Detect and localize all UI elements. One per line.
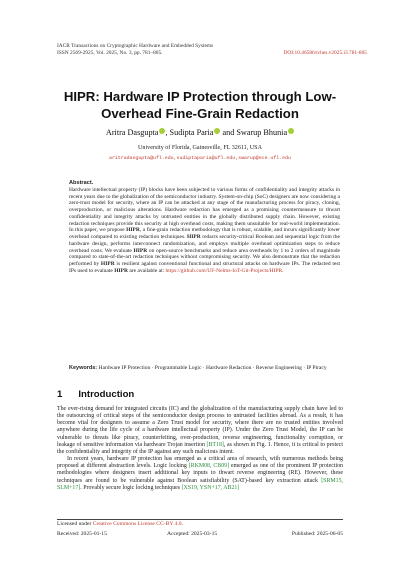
publication-dates <box>57 531 343 537</box>
method-name: HIPR <box>126 227 140 234</box>
author-list: Aritra Dasgupta , Sudipta Paria and Swarup Bhunia <box>57 128 343 137</box>
abstract-label: Abstract. <box>69 180 94 186</box>
accepted-date: Accepted: 2025-03-15 <box>167 531 218 537</box>
method-name: HIPR <box>133 247 148 254</box>
published-date: Published: 2025-06-05 <box>291 531 343 537</box>
journal-name: IACR Transactions on Cryptographic Hardware and Embedded Systems <box>57 43 214 49</box>
license-line: Licensed under Creative Commons License CC-BY 4.0. <box>57 521 183 527</box>
journal-header <box>57 43 367 56</box>
author-emails[interactable]: aritradasgupta@ufl.edu,sudiptaparia@ufl.edu,swarup@ece.ufl.edu <box>109 156 291 161</box>
paragraph: In recent years, hardware IP protection has emerged as a critical area of research, with numerous methods being proposed at different abstraction levels. Logic locking [RKM08, CB09] emerged as one of the prominent IP protection methodologies where designers insert additional key inputs to thwart reverse engineering (RE). However, these techniques are found to be vulnerable against Boolean satisfiability (SAT)-based key extraction attack [SRM15, SLM+17]. Provably secure logic locking techniques [XS19, YSN+17, AB21] <box>57 456 343 491</box>
received-date: Received: 2025-01-15 <box>57 531 107 537</box>
method-name: HIPR <box>100 261 115 267</box>
section-heading <box>57 389 134 400</box>
method-name: HIPR <box>114 267 128 274</box>
section-number: 1 <box>57 389 63 400</box>
license-link[interactable]: Creative Commons License CC-BY 4.0 <box>92 521 182 527</box>
section-title: Introduction <box>78 389 135 400</box>
citation-link[interactable]: [BT18] <box>206 441 224 448</box>
paragraph: The ever-rising demand for integrated circuits (IC) and the globalization of the manufacturing supply chain have led to the outsourcing of critical steps of the semiconductor design process to untrusted facilities abroad. As a result, it has become vital for designers to assume a Zero Trust model for security, where there are no trusted entities involved anywhere during the life cycle of a hardware intellectual property (IP). Under the Zero Trust Model, the IP can be vulnerable to threats like piracy, counterfeiting, over-production, reverse engineering, functionality corruption, or leakage of sensitive information via hardware Trojan insertion [BT18], as shown in Fig. 1. Hence, it is critical to protect the confidentiality and integrity of the IP against any such malicious intent. <box>57 406 343 455</box>
author-name: Swarup Bhunia <box>236 128 288 137</box>
author-name: Sudipta Paria <box>169 128 214 137</box>
citation-link[interactable]: [RKM08, CB09] <box>188 463 230 470</box>
citation-link[interactable]: [SRM15, SLM+17] <box>57 477 343 491</box>
github-link[interactable]: https://github.com/UF-Nelms-IoT-Git-Projects/HIPR <box>165 267 283 274</box>
introduction-body <box>57 406 343 492</box>
keywords-label: Keywords: <box>69 365 98 371</box>
footer-divider <box>57 519 343 520</box>
method-name: HIPR <box>187 234 201 240</box>
citation-link[interactable]: [XS19, YSN+17, AB21] <box>181 484 240 491</box>
keywords <box>69 365 340 372</box>
keywords-text: Hardware IP Protection · Programmable Logic · Hardware Redaction · Reverse Engineering · IP Piracy <box>98 365 327 371</box>
abstract: Abstract. Hardware intellectual property (IP) blocks have been subjected to various forms of confidentiality and integrity attacks in recent years due to the globalization of the semiconductor industry. System-on-chip (SoC) designers are now considering a zero-trust model for security, where an IP can be attacked at any stage of the manufacturing process for piracy, cloning, overproduction, or malicious alterations. Hardware redaction has emerged as a promising countermeasure to thwart confidentiality and integrity attacks by untrusted entities in the globally distributed supply chain. However, existing redaction techniques provide this security at high overhead costs, making them unsuitable for real-world implementation. In this paper, we propose HIPR, a fine-grain redaction methodology that is robust, scalable, and incurs significantly lower overhead compared to existing redaction techniques. HIPR redacts security-critical Boolean and sequential logic from the hardware design, performs interconnect randomization, and employs multiple overhead optimization steps to reduce overhead costs. We evaluate HIPR on open-source benchmarks and reduce area overheads by 1 to 2 orders of magnitude compared to state-of-the-art redaction techniques without compromising security. We also demonstrate that the redaction performed by HIPR is resilient against conventional functional and structural attacks on hardware IPs. The redacted test IPs used to evaluate HIPR are available at: https://github.com/UF-Nelms-IoT-Git-Projects/HIPR. <box>69 180 340 274</box>
author-name: Aritra Dasgupta <box>105 128 159 137</box>
paper-title: HIPR: Hardware IP Protection through Low-Overhead Fine-Grain Redaction <box>63 89 337 121</box>
affiliation: University of Florida, Gainesville, FL 32611, USA <box>138 145 262 151</box>
journal-issn: ISSN 2569-2925, Vol. 2025, No. 3, pp. 781–805. <box>57 49 163 56</box>
doi-link[interactable]: DOI:10.46586/tches.v2025.i3.781-805 <box>283 49 367 56</box>
orcid-icon[interactable] <box>288 128 294 134</box>
